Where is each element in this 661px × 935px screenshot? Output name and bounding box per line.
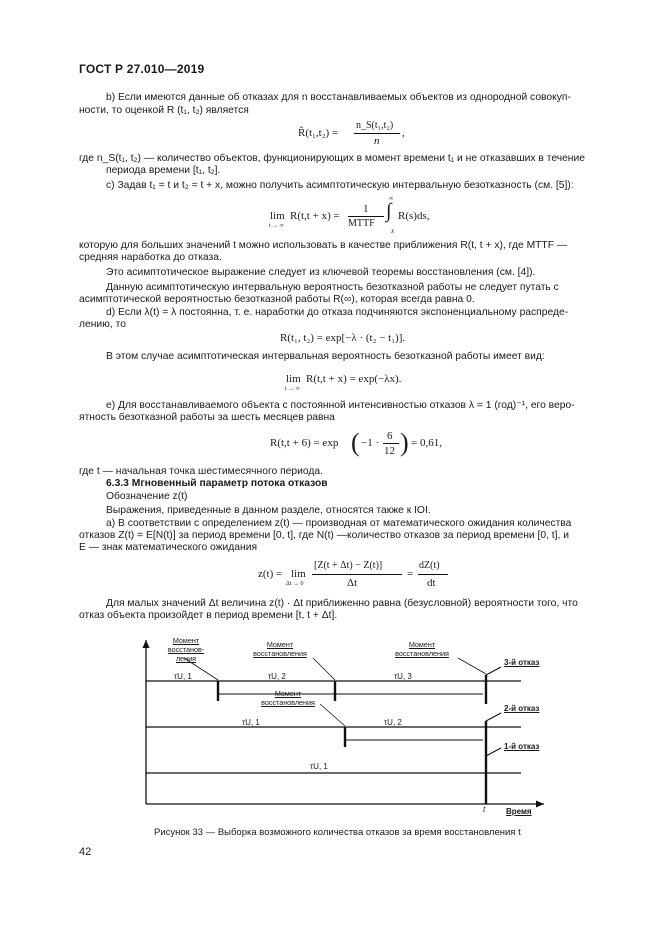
formula-6 — [258, 558, 458, 594]
formula-2-denominator: MTTF — [348, 218, 375, 229]
formula-2 — [269, 196, 430, 240]
tau-row2-1: τU, 1 — [242, 718, 260, 727]
row1-leader — [486, 748, 501, 756]
label-moment-3: Момент восстановления — [395, 640, 449, 658]
section-title: 6.3.3 Мгновенный параметр потока отказов — [106, 478, 328, 489]
label-moment-2: Момент восстановления — [253, 640, 307, 658]
formula-1-fraction-bar — [354, 133, 400, 134]
para-c-line1: c) Задав t₁ = t и t₂ = t + x, можно получить асимптотическую интервальную безотказность (см. [5]): — [106, 180, 574, 191]
formula-6-lhs: z(t) = — [258, 568, 283, 580]
moment3-leader — [458, 658, 486, 674]
formula-5 — [270, 428, 442, 464]
label-moment-1: Момент восстанов-ления — [167, 636, 205, 663]
formula-6-numerator: [Z(t + Δt) − Z(t)] — [314, 560, 383, 571]
formula-5-lhs: R(t,t + 6) = exp — [270, 437, 339, 449]
para-d-line1: d) Если λ(t) = λ постоянна, т. е. наработки до отказа подчиняются экспоненциальному распреде- — [106, 307, 569, 318]
para-e-line1: e) Для восстанавливаемого объекта с постоянной интенсивностью отказов λ = 1 (год)⁻¹, его веро- — [106, 400, 575, 411]
label-t-mark: t — [483, 805, 486, 814]
formula-5-rhs: = 0,61, — [411, 437, 442, 449]
formula-3: R(t₁, t₂) = exp[−λ · (t₂ − t₁)]. — [280, 332, 406, 344]
formula-1-lhs: R̂(t₁,t₂) = — [298, 127, 339, 139]
formula-4-body: R(t,t + x) = exp(−λx). — [306, 373, 402, 385]
formula-2-lim-sub: t → ∞ — [269, 223, 284, 229]
formula-4 — [286, 371, 446, 399]
formula-6-denominator-2: dt — [427, 577, 436, 589]
tau-row3-1: τU, 1 — [174, 672, 192, 681]
para-dont-confuse-2: асимптотической вероятностью безотказной работы R(∞), которая всегда равна 0. — [79, 294, 475, 305]
para-a-line3: E — знак математического ожидания — [79, 542, 258, 553]
row3-leader — [486, 667, 501, 675]
formula-6-numerator-2: dZ(t) — [419, 560, 440, 571]
moment2-leader — [313, 658, 335, 680]
formula-1: R̂(t₁,t₂) = n_S(t₁,t₂) n , — [298, 120, 405, 147]
row2-leader — [486, 713, 501, 721]
formula-2-lhs: R(t,t + x) = — [290, 210, 340, 222]
where1-line2: периода времени [t₁, t₂]. — [106, 165, 221, 176]
formula-5-numerator: 6 — [387, 430, 393, 442]
label-failure-2: 2-й отказ — [504, 704, 540, 713]
tau-row3-3: τU, 3 — [394, 672, 412, 681]
tau-row1-1: τU, 1 — [310, 762, 328, 771]
para-d-line3: В этом случае асимптотическая интервальная вероятность безотказной работы имеет вид: — [106, 351, 545, 362]
formula-6-denominator: Δt — [347, 577, 358, 589]
where2: где t — начальная точка шестимесячного периода. — [79, 466, 323, 477]
formula-4-lim: lim — [286, 373, 301, 385]
formula-1-numerator: n_S(t₁,t₂) — [356, 120, 394, 131]
integral-lower: x — [391, 227, 395, 235]
figure-33 — [138, 632, 550, 820]
formula-2-lim: lim — [270, 210, 285, 222]
formula-6-lim: lim — [291, 568, 306, 580]
para-b-line1: b) Если имеются данные об отказах для n восстанавливаемых объектов из однородной совокуп- — [106, 92, 571, 103]
moment4-leader — [320, 704, 345, 726]
para-c-line3: средняя наработка до отказа. — [79, 252, 222, 263]
label-failure-1: 1-й отказ — [504, 742, 540, 751]
document-header: ГОСТ Р 27.010—2019 — [79, 62, 205, 76]
para-c-line2: которую для больших значений t можно использовать в качестве приближения R(t, t + x), где MTTF — — [79, 240, 568, 251]
formula-5-rparen: ) — [400, 428, 409, 457]
label-failure-3: 3-й отказ — [504, 658, 540, 667]
applies-ioi: Выражения, приведенные в данном разделе, относятся также к IOI. — [106, 505, 431, 516]
tau-row3-2: τU, 2 — [268, 672, 286, 681]
integral-sign: ∫ — [386, 200, 392, 222]
where1-line1: где n_S(t₁, t₂) — количество объектов, функционирующих в момент времени t₁ и не отказавших в течение — [79, 153, 585, 164]
formula-6-equals: = — [407, 568, 414, 580]
page-number: 42 — [79, 846, 92, 858]
para-b-line2: ности, то оценкой R (t₁, t₂) является — [79, 105, 249, 116]
para-asymptotic: Это асимптотическое выражение следует из ключевой теоремы восстановления (см. [4]). — [106, 267, 536, 278]
formula-6-lim-sub: Δt → 0 — [286, 581, 304, 587]
para-e-line2: ятность безотказной работы за шесть месяцев равна — [79, 412, 335, 423]
formula-6-fraction-bar — [312, 574, 402, 575]
para-small-line1: Для малых значений Δt величина z(t) · Δt приближенно равна (безусловной) вероятности того, что — [106, 598, 578, 609]
formula-6-fraction-bar-2 — [418, 574, 448, 575]
para-d-line2: лению, то — [79, 319, 126, 330]
formula-5-denominator: 12 — [384, 445, 395, 457]
label-time: Время — [506, 807, 532, 816]
formula-2-fraction-bar — [348, 216, 384, 217]
designation: Обозначение z(t) — [106, 491, 188, 502]
para-small-line2: отказ объекта произойдет в период времени [t, t + Δt]. — [79, 610, 338, 621]
label-moment-4: Момент восстановления — [261, 689, 315, 707]
formula-5-lparen: ( — [351, 428, 360, 457]
integral-upper: ∞ — [389, 196, 394, 202]
figure-caption: Рисунок 33 — Выборка возможного количества отказов за время восстановления t — [154, 827, 521, 838]
formula-5-fraction-bar — [383, 443, 399, 444]
formula-5-inner: −1 · — [361, 437, 380, 449]
formula-2-rhs: R(s)ds, — [398, 210, 430, 222]
formula-1-denominator: n — [374, 135, 380, 147]
para-a-line1: a) В соответствии с определением z(t) — производная от математического ожидания количества — [106, 518, 572, 529]
para-dont-confuse-1: Данную асимптотическую интервальную вероятность безотказной работы не следует путать с — [106, 282, 559, 293]
formula-2-numerator: 1 — [363, 203, 369, 215]
para-a-line2: отказов Z(t) = E[N(t)] за период времени [0, t], где N(t) —количество отказов за период времени [0, t], и — [79, 530, 570, 541]
tau-row2-2: τU, 2 — [384, 718, 402, 727]
formula-4-lim-sub: t → ∞ — [285, 386, 300, 392]
